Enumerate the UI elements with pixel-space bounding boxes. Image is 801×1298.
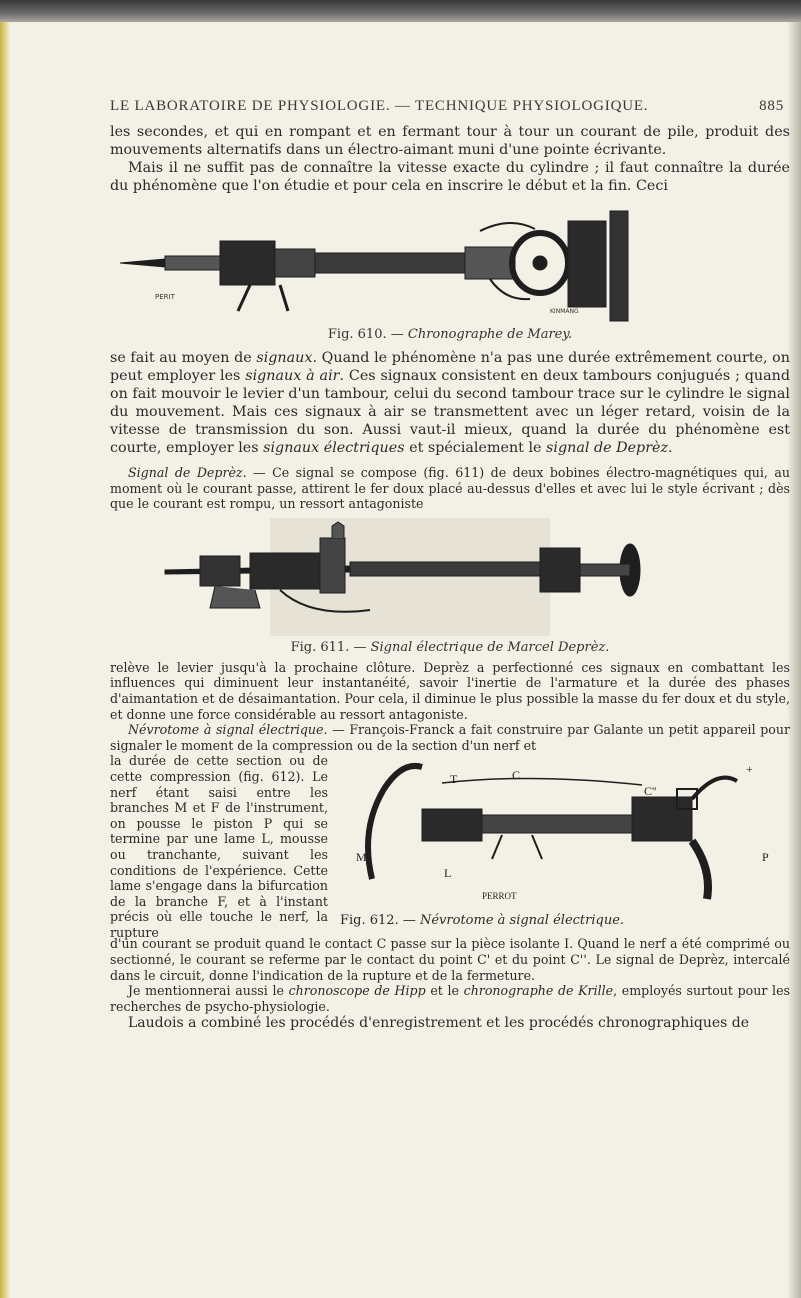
electro-magnet-left (220, 241, 275, 285)
p4-b: . — Ce signal se compose (fig. 611) de deux bobines électro-magnétiques qui, au moment où le courant passe, attirent le fer doux placé au-dessus d'elles et avec lui le style écrivant ; dès que le courant est rompu, un ressort antagoniste (110, 465, 791, 512)
figure-611 (110, 518, 790, 660)
wheel-hub (533, 256, 547, 270)
scan-top-band (0, 0, 801, 22)
support-rod (350, 562, 540, 576)
coil-connector (275, 249, 315, 277)
paragraph-5: relève le levier jusqu'à la prochaine clôture. Deprèz a perfectionné ces signaux en combattant les influences qui diminuent leur instantanéité, savoir l'inertie de l'armature et la durée des phases d'aimantation et de désaimantation. Pour cela, il diminue le plus possible la masse du fer doux et du style, et donne une force considérable au ressort antagoniste. (110, 659, 790, 722)
piston-rod (482, 815, 632, 833)
shaft-block (465, 247, 515, 279)
p3-f: signaux électriques (263, 440, 405, 456)
p6-b: . — François-Franck a fait construire par Galante un petit appareil pour signaler le moment de la compression ou de la section d'un nerf et (110, 722, 790, 753)
chronographe-de-marey-illustration (110, 201, 790, 327)
fig610-prefix: Fig. 610. — (327, 327, 408, 342)
clamp-block (540, 548, 580, 592)
paragraph-8: d'un courant se produit quand le contact C passe sur la pièce isolante I. Quand le nerf a été comprimé ou sectionné, le courant se referme par le contact du point C' et du point C''. Le signal de Deprèz, intercalé dans le circuit, donne l'indication de la rupture et de la fermeture. (110, 936, 790, 983)
label-T: T (450, 772, 458, 787)
figure-612-block (110, 753, 790, 940)
paragraph-1: les secondes, et qui en rompant et en fermant tour à tour un courant de pile, produit des mouvements alternatifs dans un électro-aimant muni d'une pointe écrivante. (110, 124, 790, 158)
engraver-signature-left: PERIT (155, 293, 175, 301)
fig612-wrapped-text (110, 753, 328, 940)
label-C2: C'' (644, 784, 657, 799)
spring-top (692, 778, 737, 799)
wire-top (480, 223, 535, 231)
adjust-screw (332, 522, 344, 538)
fig612-caption (340, 913, 624, 928)
p9-e: , employés surtout pour les recherches de psycho-physiologie. (110, 983, 790, 1014)
piston-housing (422, 809, 482, 841)
wire-T (442, 779, 642, 786)
running-head (110, 98, 790, 115)
p3-a: se fait au moyen de (110, 350, 257, 366)
p3-i: . (668, 440, 673, 456)
stylus-arm (165, 256, 220, 270)
scan-left-edge (0, 22, 10, 1298)
branch-F (692, 841, 708, 899)
paragraph-4 (110, 465, 790, 512)
label-C: C (512, 768, 521, 783)
paragraph-2: Mais il ne suffit pas de connaître la vitesse exacte du cylindre ; il faut connaître la durée du phénomène que l'on étudie et pour cela en inscrire le début et la fin. Ceci (110, 160, 790, 194)
p6-a: Névrotome à signal électrique (128, 722, 324, 738)
engraver-signature-right: KINMANG (550, 308, 579, 315)
contact-block (632, 797, 692, 841)
stylus-point (120, 259, 165, 267)
main-shaft (315, 253, 465, 273)
label-L: L (444, 866, 452, 881)
signal-deprez-illustration (110, 518, 790, 638)
clamp-rod (580, 564, 630, 576)
label-M: M (356, 850, 367, 865)
engraver-signature: PERROT (482, 891, 517, 902)
p4-a: Signal de Deprèz (128, 465, 243, 480)
p9-d: chronographe de Krille (463, 983, 614, 999)
fig611-prefix: Fig. 611. — (290, 639, 371, 655)
p3-e: . Ces signaux consistent en deux tambours conjugués ; quand on fait mouvoir le levier d'un tambour, celui du second tambour trace sur le cylindre le signal du mouvement. Mais ces signaux à air se transmettent avec un léger retard, voisin de la vitesse de transmission du son. Aussi vaut-il mieux, quand la durée du phénomène est courte, employer les (110, 368, 791, 456)
paragraph-3 (110, 349, 790, 457)
nevrotome-illustration (332, 749, 787, 909)
paragraph-9 (110, 983, 790, 1014)
figure-610 (110, 201, 790, 349)
armature-block (320, 538, 345, 593)
label-plus: + (746, 762, 753, 777)
fig612-title: Névrotome à signal électrique. (419, 913, 625, 929)
paragraph-7: la durée de cette section ou de cette compression (fig. 612). Le nerf étant saisi entre les branches M et F de l'instrument, on pousse le piston P qui se termine par une lame L, mousse ou tranchante, suivant les conditions de l'expérience. Cette lame s'engage dans la bifurcation de la branche F, et à l'instant précis où elle touche le nerf, la rupture (110, 753, 328, 940)
p9-c: et le (425, 983, 464, 999)
fig610-title: Chronographe de Marey. (407, 327, 573, 342)
upright-post (610, 211, 628, 321)
fig611-caption (110, 640, 790, 655)
label-Cp: C' (672, 796, 683, 811)
p3-c: . Quand le phénomène n'a pas une durée extrêmement courte, on peut employer les (110, 350, 790, 384)
legs (238, 285, 288, 311)
p3-d: signaux à air (245, 368, 340, 384)
blade-L (492, 835, 542, 859)
book-page (110, 98, 790, 1032)
p3-g: et spécialement le (404, 440, 547, 456)
label-P: P (762, 850, 769, 865)
running-head-title: LE LABORATOIRE DE PHYSIOLOGIE. — TECHNIQUE PHYSIOLOGIQUE. (110, 98, 649, 114)
p3-h: signal de Deprèz (546, 440, 669, 456)
p3-b: signaux (256, 350, 313, 366)
p9-a: Je mentionnerai aussi le (128, 983, 289, 999)
fig612-prefix: Fig. 612. — (340, 913, 420, 929)
fig610-caption (110, 327, 790, 342)
page-number: 885 (759, 98, 784, 114)
fig611-title: Signal électrique de Marcel Deprèz. (370, 639, 610, 655)
coil-pair (250, 553, 320, 589)
coil-left (200, 556, 240, 586)
p9-b: chronoscope de Hipp (288, 983, 426, 999)
tuning-fork-housing (568, 221, 606, 307)
branch-M (368, 766, 422, 879)
paragraph-10: Laudois a combiné les procédés d'enregistrement et les procédés chronographiques de (128, 1015, 750, 1032)
